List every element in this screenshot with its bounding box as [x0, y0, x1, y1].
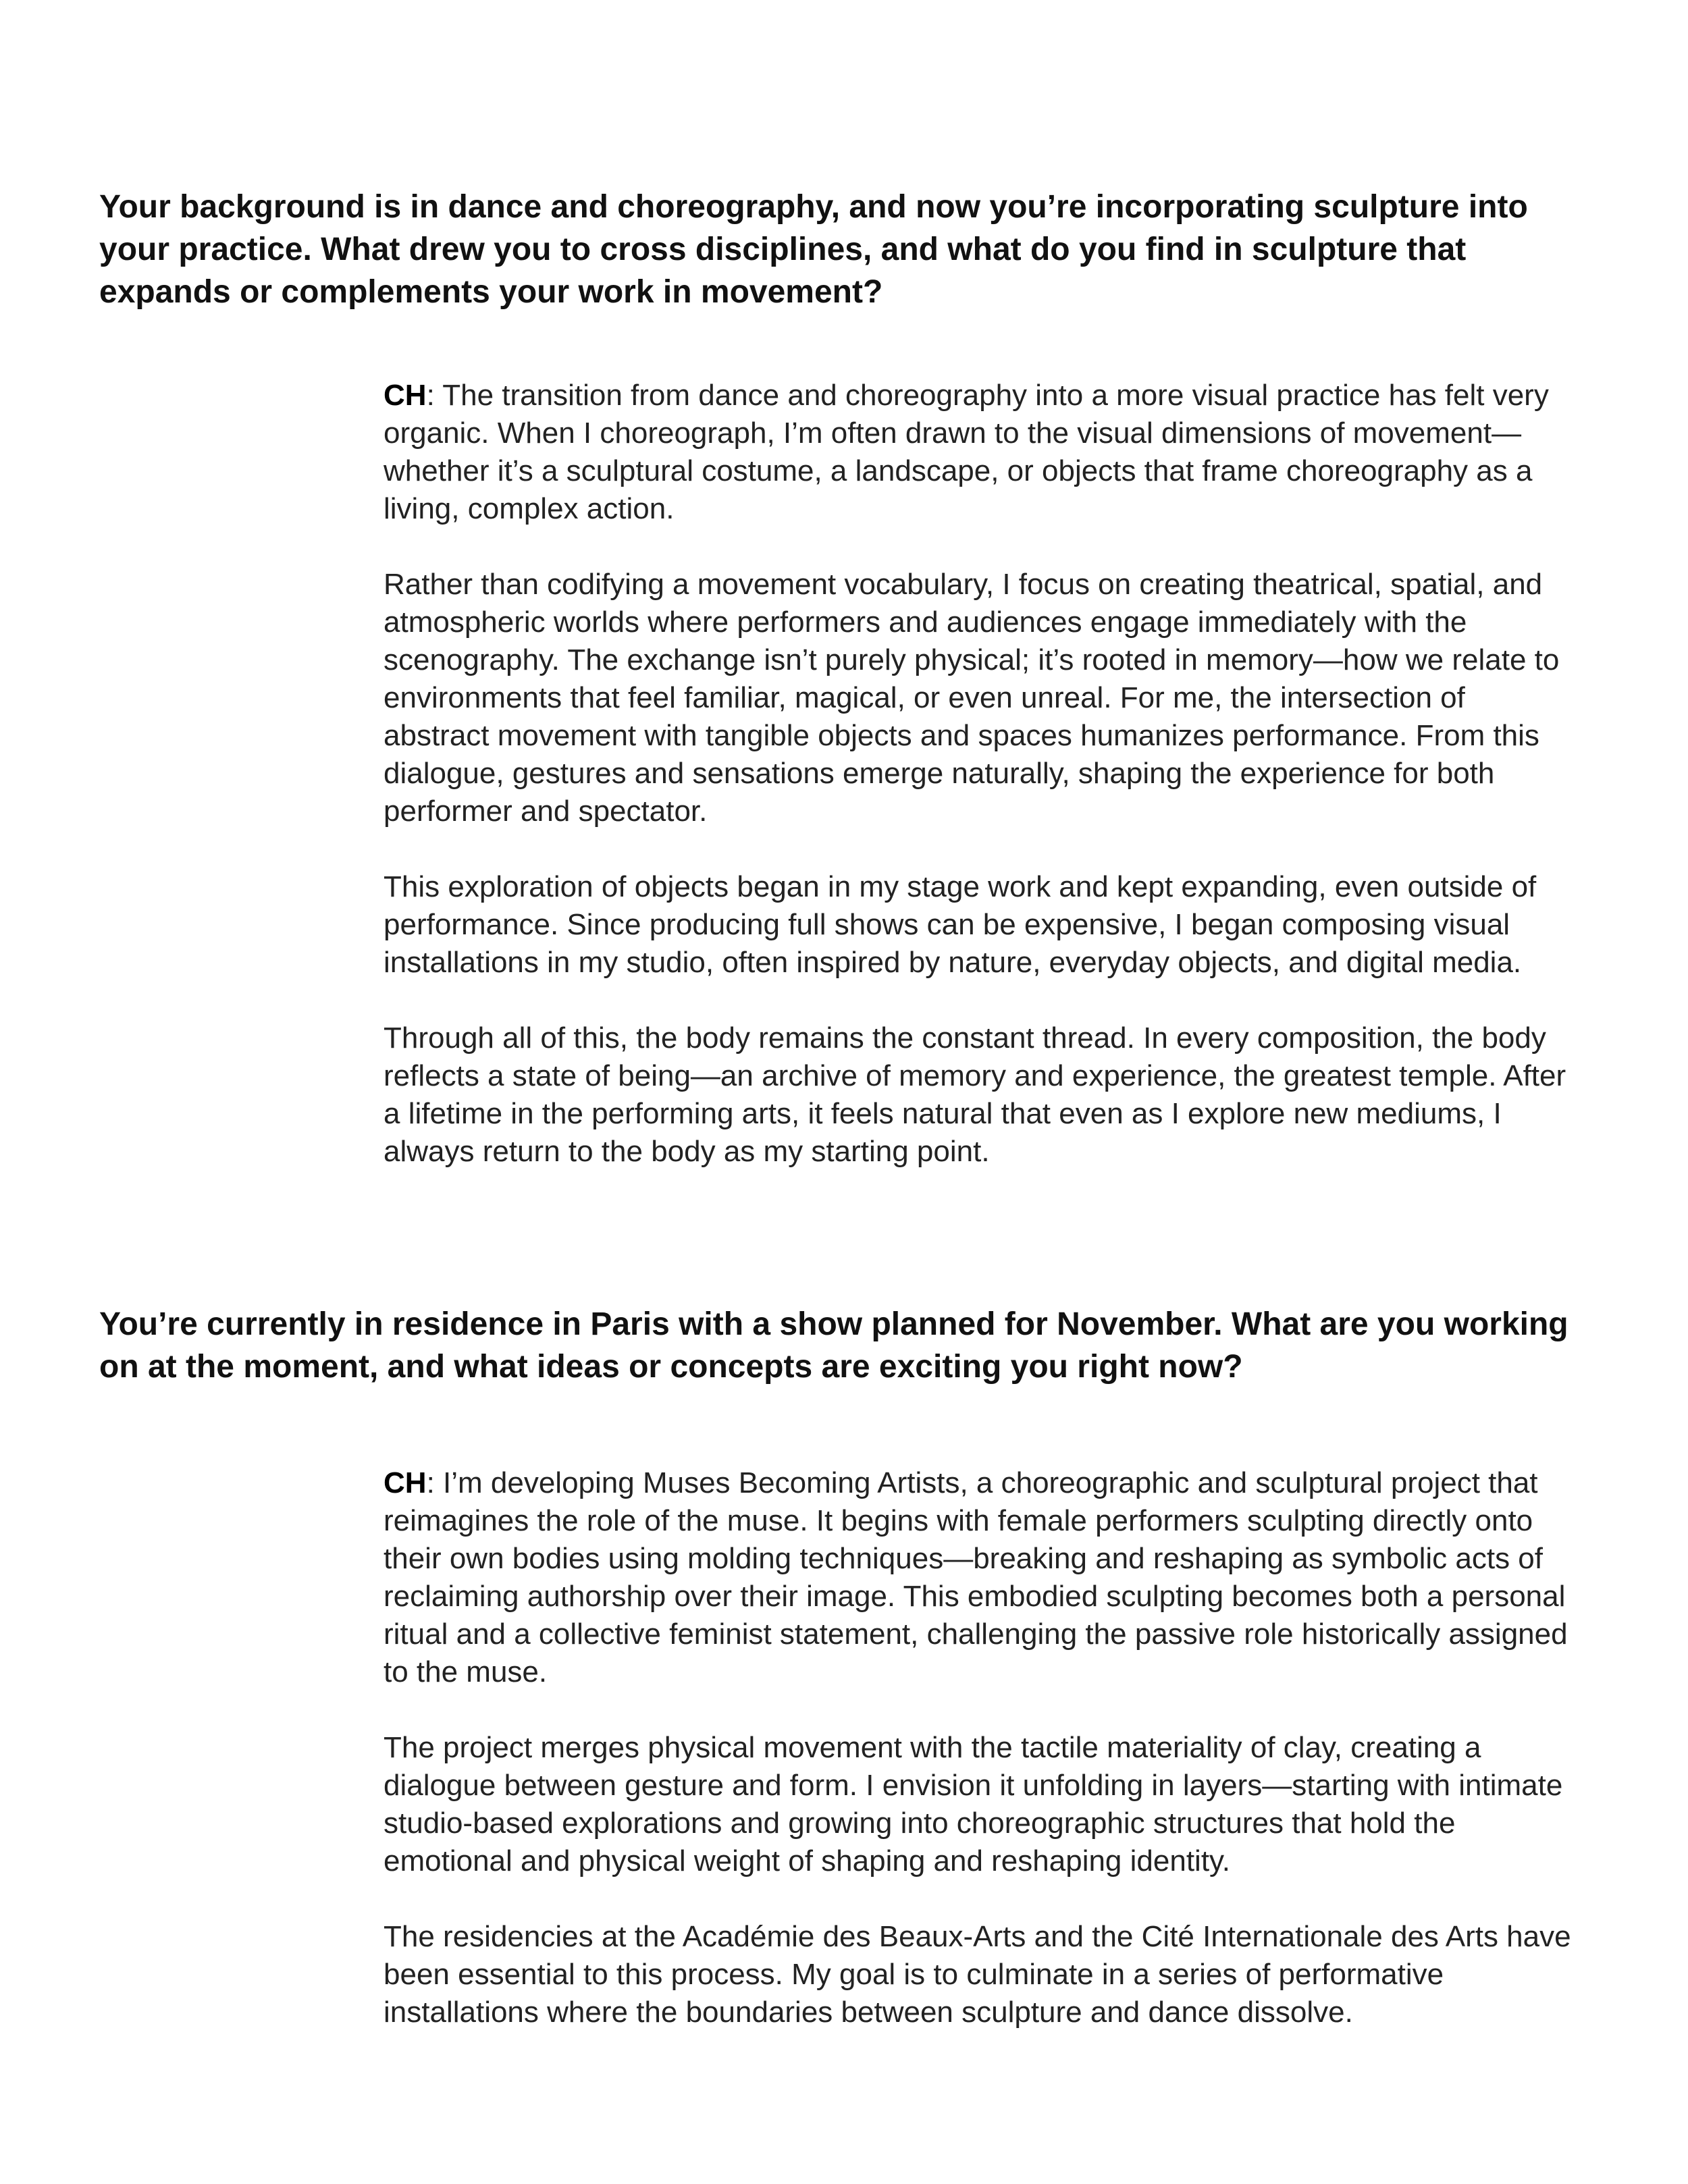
- answer-text: I’m developing Muses Becoming Artists, a choreographic and sculptural project that reimagines the role of the muse. It begins with female performers sculpting directly onto their own bodies using molding techniques—breaking and reshaping as symbolic acts of reclaiming authorship over their image. This embodied sculpting becomes both a personal ritual and a collective feminist statement, challenging the passive role historically assigned to the muse.: [384, 1466, 1568, 1688]
- answer-1-paragraph-2: Rather than codifying a movement vocabulary, I focus on creating theatrical, spatial, and atmospheric worlds where performers and audiences engage immediately with the scenography. The exchange isn’t purely physical; it’s rooted in memory—how we relate to environments that feel familiar, magical, or even unreal. For me, the intersection of abstract movement with tangible objects and spaces humanizes performance. From this dialogue, gestures and sensations emerge naturally, shaping the experience for both performer and spectator.: [384, 568, 1560, 828]
- answer-1: [384, 377, 1572, 1208]
- answer-1-paragraph-3: This exploration of objects began in my stage work and kept expanding, even outside of performance. Since producing full shows can be expensive, I began composing visual installations in my studio, often inspired by nature, everyday objects, and digital media.: [384, 870, 1537, 979]
- answer-1-paragraph-1: CH: The transition from dance and choreography into a more visual practice has felt very organic. When I choreograph, I’m often drawn to the visual dimensions of movement—whether it’s a sculptural costume, a landscape, or objects that frame choreography as a living, complex action.: [384, 379, 1549, 525]
- answer-1-paragraph-4: Through all of this, the body remains the constant thread. In every composition, the body reflects a state of being—an archive of memory and experience, the greatest temple. After a lifetime in the performing arts, it feels natural that even as I explore new mediums, I always return to the body as my starting point.: [384, 1021, 1566, 1168]
- question-1: Your background is in dance and choreography, and now you’re incorporating sculpture into your practice. What drew you to cross disciplines, and what do you find in sculpture that expands or complements your work in movement?: [99, 189, 1528, 310]
- speaker-label: CH: [384, 379, 427, 412]
- answer-2-paragraph-1: CH: I’m developing Muses Becoming Artists, a choreographic and sculptural project that reimagines the role of the muse. It begins with female performers sculpting directly onto their own bodies using molding techniques—breaking and reshaping as symbolic acts of reclaiming authorship over their image. This embodied sculpting becomes both a personal ritual and a collective feminist statement, challenging the passive role historically assigned to the muse.: [384, 1466, 1568, 1688]
- speaker-label: CH: [384, 1466, 427, 1499]
- answer-2-paragraph-3: The residencies at the Académie des Beaux-Arts and the Cité Internationale des Arts have been essential to this process. My goal is to culminate in a series of performative installations where the boundaries between sculpture and dance dissolve.: [384, 1920, 1571, 2029]
- question-2: You’re currently in residence in Paris with a show planned for November. What are you working on at the moment, and what ideas or concepts are exciting you right now?: [99, 1306, 1568, 1385]
- answer-2-paragraph-2: The project merges physical movement with the tactile materiality of clay, creating a dialogue between gesture and form. I envision it unfolding in layers—starting with intimate studio-based explorations and growing into choreographic structures that hold the emotional and physical weight of shaping and reshaping identity.: [384, 1731, 1563, 1877]
- answer-2: [384, 1464, 1572, 2069]
- answer-text: The transition from dance and choreography into a more visual practice has felt very organic. When I choreograph, I’m often drawn to the visual dimensions of movement—whether it’s a sculptural costume, a landscape, or objects that frame choreography as a living, complex action.: [384, 379, 1549, 525]
